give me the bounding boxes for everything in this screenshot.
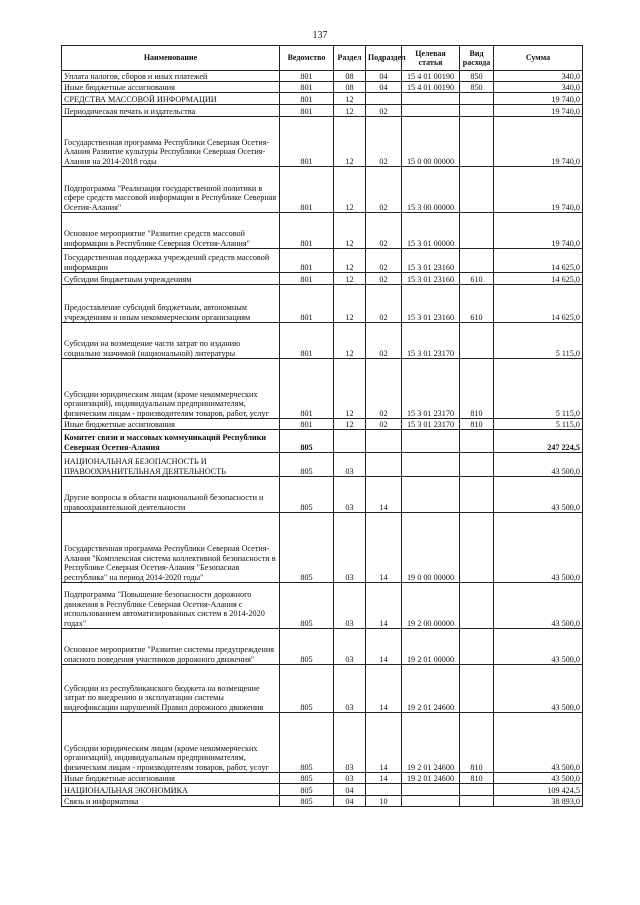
cell-podr: 02 — [366, 323, 402, 359]
cell-ved: 801 — [280, 167, 334, 213]
cell-podr: 14 — [366, 477, 402, 513]
cell-razd: 08 — [334, 71, 366, 82]
page-number: 137 — [312, 30, 328, 41]
cell-cel — [402, 477, 460, 513]
cell-cel: 15 3 01 23160 — [402, 273, 460, 285]
cell-name: Государственная программа Республики Северная Осетия-Алания Развитие культуры Республики Северная Осетия-Алания на 2014-2018 годы — [62, 117, 280, 167]
cell-ved: 801 — [280, 82, 334, 93]
cell-ved: 801 — [280, 323, 334, 359]
cell-podr: 14 — [366, 629, 402, 665]
cell-podr: 14 — [366, 583, 402, 629]
cell-ved: 801 — [280, 105, 334, 117]
cell-ved: 801 — [280, 71, 334, 82]
cell-name: Подпрограмма "Повышение безопасности дорожного движения в Республике Северная Осетия-Алания с использованием автоматизированных систем в 2014-2020 годах" — [62, 583, 280, 629]
cell-vid — [460, 105, 494, 117]
cell-razd: 12 — [334, 273, 366, 285]
cell-razd: 03 — [334, 583, 366, 629]
table-row — [62, 773, 583, 784]
cell-ved: 805 — [280, 430, 334, 453]
cell-razd — [334, 430, 366, 453]
cell-podr: 02 — [366, 117, 402, 167]
cell-podr: 04 — [366, 71, 402, 82]
cell-ved: 801 — [280, 285, 334, 323]
cell-sum: 109 424,5 — [494, 784, 583, 796]
table-body — [62, 71, 583, 807]
table-row — [62, 82, 583, 93]
table-row — [62, 583, 583, 629]
cell-cel: 19 2 01 00000 — [402, 629, 460, 665]
table-row — [62, 665, 583, 713]
cell-vid — [460, 513, 494, 583]
cell-name: Государственная поддержка учреждений средств массовой информации — [62, 249, 280, 273]
cell-vid — [460, 213, 494, 249]
cell-name: Субсидии юридическим лицам (кроме некоммерческих организаций), индивидуальным предпринимателям, физическим лицам - производителям товаров, работ, услуг — [62, 359, 280, 419]
cell-cel: 15 4 01 00190 — [402, 82, 460, 93]
cell-cel: 19 2 01 24600 — [402, 713, 460, 773]
cell-podr: 14 — [366, 773, 402, 784]
cell-ved: 805 — [280, 713, 334, 773]
cell-podr — [366, 453, 402, 477]
header-sum: Сумма — [494, 46, 583, 71]
cell-name: Иные бюджетные ассигнования — [62, 419, 280, 430]
cell-cel — [402, 796, 460, 807]
cell-sum: 19 740,0 — [494, 213, 583, 249]
header-vid: Вид расхода — [460, 46, 494, 71]
cell-razd: 12 — [334, 213, 366, 249]
cell-sum: 340,0 — [494, 71, 583, 82]
cell-cel: 19 2 01 24600 — [402, 665, 460, 713]
cell-sum: 38 893,0 — [494, 796, 583, 807]
cell-cel: 15 3 01 23170 — [402, 359, 460, 419]
table-row — [62, 323, 583, 359]
header-razd: Раздел — [334, 46, 366, 71]
cell-name: Периодическая печать и издательства — [62, 105, 280, 117]
cell-podr: 02 — [366, 213, 402, 249]
cell-cel: 15 3 00 00000 — [402, 167, 460, 213]
cell-cel: 15 3 01 23160 — [402, 249, 460, 273]
cell-ved: 805 — [280, 629, 334, 665]
cell-sum: 19 740,0 — [494, 105, 583, 117]
cell-razd: 12 — [334, 93, 366, 105]
cell-vid: 810 — [460, 419, 494, 430]
cell-ved: 801 — [280, 117, 334, 167]
cell-cel: 15 0 00 00000 — [402, 117, 460, 167]
cell-ved: 801 — [280, 213, 334, 249]
cell-razd: 03 — [334, 453, 366, 477]
cell-ved: 805 — [280, 665, 334, 713]
table-row — [62, 117, 583, 167]
cell-ved: 801 — [280, 359, 334, 419]
cell-podr: 02 — [366, 419, 402, 430]
cell-ved: 805 — [280, 477, 334, 513]
cell-sum: 19 740,0 — [494, 167, 583, 213]
cell-vid — [460, 796, 494, 807]
header-podr: Подраздел — [366, 46, 402, 71]
cell-podr: 14 — [366, 665, 402, 713]
cell-sum: 43 500,0 — [494, 477, 583, 513]
cell-name: Субсидии из республиканского бюджета на возмещение затрат по внедрению и эксплуатации системы видеофиксации нарушений Правил дорожного движения — [62, 665, 280, 713]
cell-podr: 10 — [366, 796, 402, 807]
cell-cel: 19 0 00 00000 — [402, 513, 460, 583]
cell-razd: 04 — [334, 784, 366, 796]
cell-sum: 43 500,0 — [494, 713, 583, 773]
cell-name: Основное мероприятие "Развитие средств массовой информации в Республике Северная Осетия-Алания" — [62, 213, 280, 249]
cell-razd: 03 — [334, 713, 366, 773]
cell-podr: 02 — [366, 273, 402, 285]
cell-vid — [460, 784, 494, 796]
cell-cel: 15 4 01 00190 — [402, 71, 460, 82]
cell-razd: 03 — [334, 629, 366, 665]
table-header-row — [62, 46, 583, 71]
cell-podr: 02 — [366, 285, 402, 323]
table-row — [62, 167, 583, 213]
cell-vid: 610 — [460, 285, 494, 323]
table-row — [62, 713, 583, 773]
cell-name: Иные бюджетные ассигнования — [62, 773, 280, 784]
cell-ved: 801 — [280, 249, 334, 273]
cell-name: НАЦИОНАЛЬНАЯ ЭКОНОМИКА — [62, 784, 280, 796]
cell-sum: 247 224,5 — [494, 430, 583, 453]
cell-sum: 43 500,0 — [494, 665, 583, 713]
cell-ved: 805 — [280, 453, 334, 477]
cell-vid — [460, 477, 494, 513]
cell-name: Государственная программа Республики Северная Осетия-Алания "Комплексная система коллективной безопасности в Республике Северная Осетия-Алания "Безопасная республика" на период 2014-2020 годы" — [62, 513, 280, 583]
cell-ved: 801 — [280, 93, 334, 105]
cell-cel — [402, 93, 460, 105]
table-row — [62, 93, 583, 105]
cell-razd: 12 — [334, 419, 366, 430]
cell-vid: 610 — [460, 273, 494, 285]
cell-vid — [460, 249, 494, 273]
cell-sum: 19 740,0 — [494, 117, 583, 167]
cell-vid: 810 — [460, 359, 494, 419]
header-ved: Ведомство — [280, 46, 334, 71]
cell-vid: 850 — [460, 71, 494, 82]
cell-vid — [460, 167, 494, 213]
table-row — [62, 273, 583, 285]
cell-podr — [366, 93, 402, 105]
cell-cel — [402, 430, 460, 453]
cell-sum: 43 500,0 — [494, 513, 583, 583]
cell-razd: 12 — [334, 285, 366, 323]
cell-sum: 19 740,0 — [494, 93, 583, 105]
cell-razd: 12 — [334, 167, 366, 213]
cell-podr — [366, 784, 402, 796]
cell-ved: 805 — [280, 513, 334, 583]
cell-podr: 02 — [366, 359, 402, 419]
table-row — [62, 105, 583, 117]
table-row — [62, 359, 583, 419]
cell-vid: 810 — [460, 773, 494, 784]
header-cel: Целевая статья — [402, 46, 460, 71]
cell-cel: 15 3 01 00000 — [402, 213, 460, 249]
table-row — [62, 784, 583, 796]
cell-razd: 03 — [334, 513, 366, 583]
cell-vid — [460, 323, 494, 359]
table-row — [62, 285, 583, 323]
cell-sum: 340,0 — [494, 82, 583, 93]
cell-razd: 12 — [334, 249, 366, 273]
table-row — [62, 213, 583, 249]
cell-vid — [460, 117, 494, 167]
header-name: Наименование — [62, 46, 280, 71]
table-row — [62, 453, 583, 477]
cell-name: Иные бюджетные ассигнования — [62, 82, 280, 93]
cell-cel: 15 3 01 23170 — [402, 323, 460, 359]
cell-vid — [460, 665, 494, 713]
cell-razd: 03 — [334, 773, 366, 784]
table-row — [62, 419, 583, 430]
cell-name: Предоставление субсидий бюджетным, автономным учреждениям и иным некоммерческим организациям — [62, 285, 280, 323]
cell-sum: 5 115,0 — [494, 359, 583, 419]
cell-name: Подпрограмма "Реализация государственной политики в сфере средств массовой информации в Республике Северная Осетия-Алания" — [62, 167, 280, 213]
cell-vid: 810 — [460, 713, 494, 773]
cell-podr — [366, 430, 402, 453]
cell-ved: 801 — [280, 419, 334, 430]
cell-podr: 02 — [366, 167, 402, 213]
cell-razd: 04 — [334, 796, 366, 807]
cell-name: СРЕДСТВА МАССОВОЙ ИНФОРМАЦИИ — [62, 93, 280, 105]
table-row — [62, 796, 583, 807]
cell-ved: 805 — [280, 796, 334, 807]
table-row — [62, 477, 583, 513]
cell-sum: 43 500,0 — [494, 629, 583, 665]
cell-vid — [460, 453, 494, 477]
cell-name: Основное мероприятие "Развитие системы предупреждения опасного поведения участников дорожного движения" — [62, 629, 280, 665]
table-row — [62, 71, 583, 82]
cell-cel: 19 2 01 24600 — [402, 773, 460, 784]
cell-vid — [460, 629, 494, 665]
cell-name: Связь и информатика — [62, 796, 280, 807]
cell-ved: 801 — [280, 273, 334, 285]
cell-name: НАЦИОНАЛЬНАЯ БЕЗОПАСНОСТЬ И ПРАВООХРАНИТЕЛЬНАЯ ДЕЯТЕЛЬНОСТЬ — [62, 453, 280, 477]
cell-vid — [460, 430, 494, 453]
cell-vid — [460, 93, 494, 105]
cell-razd: 03 — [334, 477, 366, 513]
cell-podr: 14 — [366, 713, 402, 773]
cell-razd: 12 — [334, 323, 366, 359]
cell-name: Субсидии на возмещение части затрат по изданию социально значимой (национальной) литературы — [62, 323, 280, 359]
cell-vid: 850 — [460, 82, 494, 93]
cell-ved: 805 — [280, 773, 334, 784]
cell-cel — [402, 105, 460, 117]
cell-ved: 805 — [280, 583, 334, 629]
cell-podr: 02 — [366, 249, 402, 273]
cell-sum: 5 115,0 — [494, 323, 583, 359]
cell-razd: 12 — [334, 117, 366, 167]
cell-razd: 03 — [334, 665, 366, 713]
cell-cel: 15 3 01 23170 — [402, 419, 460, 430]
cell-name: Комитет связи и массовых коммуникаций Республики Северная Осетия-Алания — [62, 430, 280, 453]
cell-sum: 43 500,0 — [494, 773, 583, 784]
cell-podr: 02 — [366, 105, 402, 117]
cell-name: Уплата налогов, сборов и иных платежей — [62, 71, 280, 82]
cell-sum: 14 625,0 — [494, 249, 583, 273]
table-row — [62, 513, 583, 583]
table-row — [62, 629, 583, 665]
table-row — [62, 249, 583, 273]
cell-sum: 14 625,0 — [494, 273, 583, 285]
cell-podr: 14 — [366, 513, 402, 583]
cell-sum: 5 115,0 — [494, 419, 583, 430]
cell-razd: 08 — [334, 82, 366, 93]
cell-name: Субсидии юридическим лицам (кроме некоммерческих организаций), индивидуальным предпринимателям, физическим лицам - производителям товаров, работ, услуг — [62, 713, 280, 773]
cell-vid — [460, 583, 494, 629]
cell-ved: 805 — [280, 784, 334, 796]
cell-name: Другие вопросы в области национальной безопасности и правоохранительной деятельности — [62, 477, 280, 513]
cell-name: Субсидии бюджетным учреждениям — [62, 273, 280, 285]
cell-sum: 14 625,0 — [494, 285, 583, 323]
cell-cel: 15 3 01 23160 — [402, 285, 460, 323]
cell-razd: 12 — [334, 359, 366, 419]
cell-sum: 43 500,0 — [494, 453, 583, 477]
cell-cel — [402, 784, 460, 796]
cell-podr: 04 — [366, 82, 402, 93]
table-row — [62, 430, 583, 453]
cell-razd: 12 — [334, 105, 366, 117]
budget-table — [61, 45, 583, 807]
cell-cel — [402, 453, 460, 477]
cell-cel: 19 2 00 00000 — [402, 583, 460, 629]
cell-sum: 43 500,0 — [494, 583, 583, 629]
